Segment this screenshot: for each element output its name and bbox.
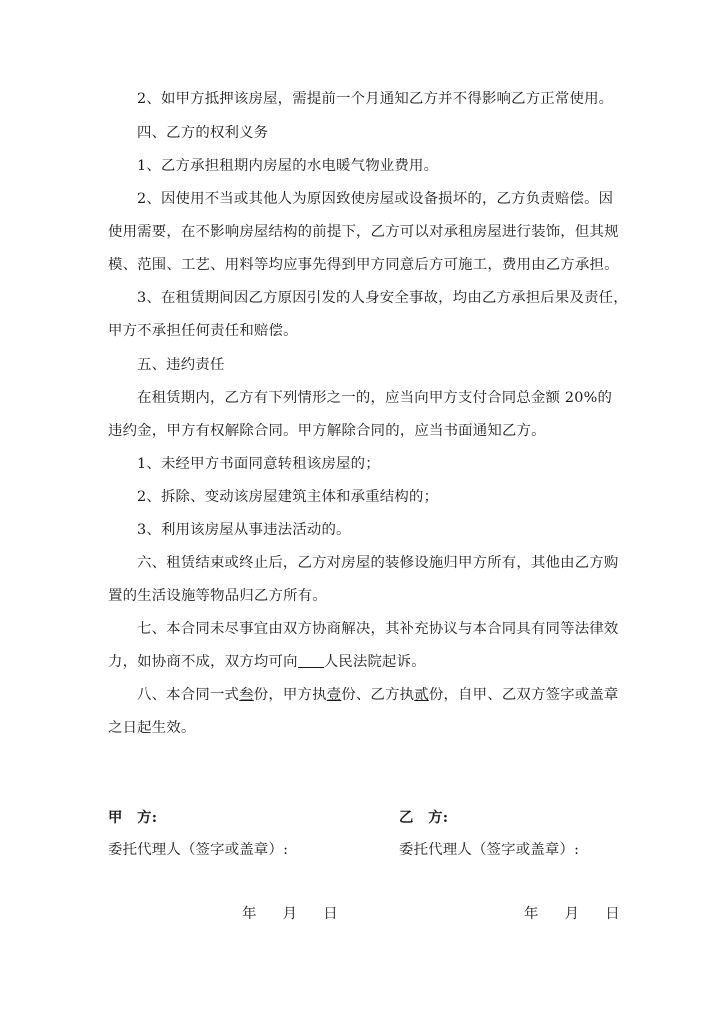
section-6-line-1: 六、租赁结束或终止后，乙方对房屋的装修设施归甲方所有，其他由乙方购 xyxy=(137,555,619,571)
party-b-month: 月 xyxy=(564,906,580,922)
section-6-line-2: 置的生活设施等物品归乙方所有。 xyxy=(108,588,327,604)
party-a-year: 年 xyxy=(242,906,257,922)
section-7-line-2-start: 力，如协商不成，双方均可向 xyxy=(108,654,298,670)
section-5-item-2: 2、拆除、变动该房屋建筑主体和承重结构的； xyxy=(137,489,439,505)
party-a-agent: 委托代理人（签字或盖章）: xyxy=(108,842,289,858)
section-8-line-1 xyxy=(137,685,619,705)
party-b-label: 乙 方: xyxy=(399,809,449,826)
section-8-line-2: 之日起生效。 xyxy=(108,720,196,736)
court-blank xyxy=(298,653,324,668)
section-5-item-1: 1、未经甲方书面同意转租该房屋的； xyxy=(137,456,380,472)
party-b-date xyxy=(524,904,620,924)
total-copies: 叁 xyxy=(239,687,254,703)
section-8-text-c: 份、乙方执 xyxy=(341,687,415,703)
section-4-item-1: 1、乙方承担租期内房屋的水电暖气物业费用。 xyxy=(137,158,439,174)
section-5-intro-line-1: 在租赁期内，乙方有下列情形之一的，应当向甲方支付合同总金额 20%的 xyxy=(137,390,613,406)
section-5-item-3: 3、利用该房屋从事违法活动的。 xyxy=(137,522,351,538)
section-4-item-3-line-1: 3、在租赁期间因乙方原因引发的人身安全事故，均由乙方承担后果及责任， xyxy=(137,290,628,306)
party-a-copies: 壹 xyxy=(326,687,342,703)
section-8-text-d: 份，自甲、乙双方签字或盖章 xyxy=(428,687,619,703)
party-a-label: 甲 方: xyxy=(108,809,158,826)
section-5-heading: 五、违约责任 xyxy=(137,357,225,373)
section-4-item-2-line-1: 2、因使用不当或其他人为原因致使房屋或设备损坏的，乙方负责赔偿。因 xyxy=(137,191,614,207)
section-7-line-2-end: 人民法院起诉。 xyxy=(323,654,426,670)
section-4-item-2-line-2: 使用需要，在不影响房屋结构的前提下，乙方可以对承租房屋进行装饰，但其规 xyxy=(108,224,619,240)
section-4-heading: 四、乙方的权利义务 xyxy=(137,125,269,141)
section-5-intro-line-2: 违约金，甲方有权解除合同。甲方解除合同的，应当书面通知乙方。 xyxy=(108,423,546,439)
section-7-line-1: 七、本合同未尽事宜由双方协商解决，其补充协议与本合同具有同等法律效 xyxy=(137,621,619,637)
party-b-copies: 贰 xyxy=(414,687,429,703)
party-a-day: 日 xyxy=(323,906,338,922)
party-a-date xyxy=(242,904,338,924)
section-4-item-3-line-2: 甲方不承担任何责任和赔偿。 xyxy=(108,323,298,339)
party-b-agent: 委托代理人（签字或盖章）: xyxy=(399,842,580,858)
section-7-line-2 xyxy=(108,652,426,672)
section-4-item-2-line-3: 模、范围、工艺、用料等均应事先得到甲方同意后方可施工，费用由乙方承担。 xyxy=(108,257,619,273)
party-a-month: 月 xyxy=(282,906,298,922)
party-b-year: 年 xyxy=(524,906,539,922)
party-b-day: 日 xyxy=(605,906,620,922)
clause-mortgage-notice: 2、如甲方抵押该房屋，需提前一个月通知乙方并不得影响乙方正常使用。 xyxy=(137,91,614,107)
section-8-text-a: 八、本合同一式 xyxy=(137,687,240,703)
section-8-text-b: 份，甲方执 xyxy=(253,687,327,703)
